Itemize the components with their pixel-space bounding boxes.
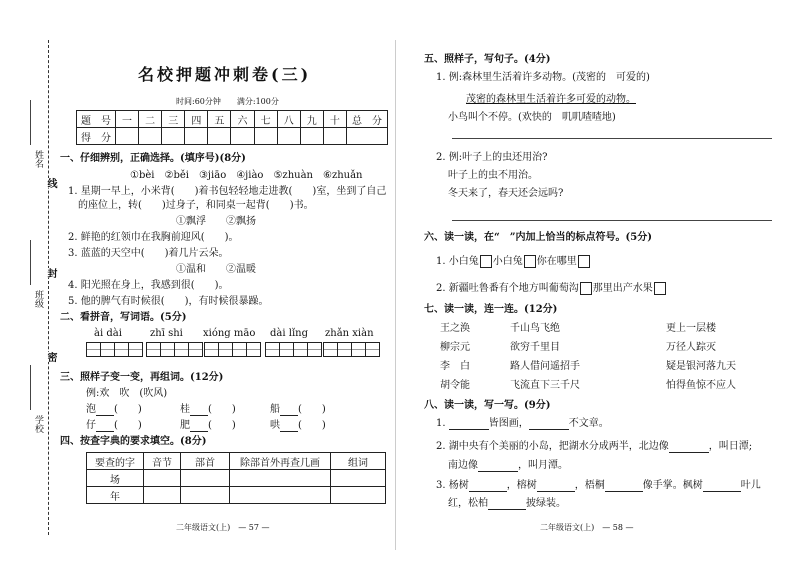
answer-blank[interactable]: [537, 481, 575, 492]
page-divider: [395, 40, 396, 550]
name-underline: [30, 100, 31, 145]
score-header: 七: [254, 111, 277, 128]
s3-char: 仔 ( ): [86, 420, 142, 431]
s5-example-2: 2. 例:叶子上的虫还用治?: [436, 152, 548, 163]
s6-q1: 1. 小白兔 小白兔 你在哪里: [436, 255, 591, 268]
s1-options: ①bèi ②běi ③jiāo ④jiào ⑤zhuàn ⑥zhuǎn: [130, 170, 363, 181]
punct-box[interactable]: [580, 282, 592, 295]
dict-cell[interactable]: [181, 487, 230, 504]
answer-blank[interactable]: [669, 442, 709, 453]
s8-q2a: 2. 湖中央有个美丽的小岛，把湖水分成两半，北边像 ，叫日潭;: [436, 441, 753, 452]
score-cell[interactable]: [231, 128, 254, 145]
score-header: 题 号: [77, 111, 116, 128]
dict-header: 组词: [331, 453, 386, 470]
s5-question-2: 冬天来了，春天还会远吗?: [448, 188, 564, 199]
score-header: 一: [116, 111, 139, 128]
pinyin-5: zhǎn xiàn: [325, 328, 374, 339]
writing-grid-4[interactable]: [265, 342, 321, 361]
answer-line[interactable]: [452, 220, 772, 221]
s8-q3b: 红，松柏 披绿装。: [448, 498, 566, 509]
s3-example: 例:欢 吹 (吹风): [86, 388, 168, 399]
score-table: [76, 110, 388, 145]
class-underline: [30, 240, 31, 285]
score-cell[interactable]: [116, 128, 139, 145]
answer-blank[interactable]: [449, 419, 489, 430]
s8-q2b: 南边像 ，叫月潭。: [448, 460, 568, 471]
s3-char: 泡 ( ): [86, 404, 142, 415]
punct-box[interactable]: [524, 255, 536, 268]
dict-cell[interactable]: [331, 470, 386, 487]
answer-blank[interactable]: [478, 461, 518, 472]
poem-line[interactable]: 路人借问遥招手: [510, 361, 580, 372]
s1-q2: 2. 鲜艳的红领巾在我胸前迎风( )。: [68, 232, 239, 243]
dict-cell[interactable]: [230, 487, 331, 504]
poem-line[interactable]: 万径人踪灭: [666, 342, 716, 353]
exam-subtitle: 时间:60分钟 满分:100分: [176, 97, 279, 106]
writing-grid-2[interactable]: [146, 342, 202, 361]
cut-mark-1: 线: [45, 178, 56, 188]
answer-blank[interactable]: [488, 499, 526, 510]
dict-cell[interactable]: [331, 487, 386, 504]
score-cell[interactable]: [208, 128, 231, 145]
score-header: 四: [185, 111, 208, 128]
name-label: 姓名: [33, 150, 43, 168]
dict-cell[interactable]: [144, 487, 181, 504]
answer-blank[interactable]: [280, 421, 298, 432]
s6-q2: 2. 新疆吐鲁番有个地方叫葡萄沟 那里出产水果: [436, 282, 667, 295]
dict-header: 要查的字: [87, 453, 144, 470]
dict-char: 年: [87, 487, 144, 504]
s3-char: 船 ( ): [270, 404, 326, 415]
answer-blank[interactable]: [280, 405, 298, 416]
section-4-heading: 四、按查字典的要求填空。(8分): [60, 436, 207, 447]
s1-q1a: 1. 星期一早上，小米背( )着书包轻轻地走进教( )室，坐到了自己: [68, 186, 387, 197]
s1-q1b: 的座位上，转( )过身子，和同桌一起背( )书。: [78, 200, 314, 211]
score-header: 八: [277, 111, 300, 128]
score-header: 总 分: [347, 111, 388, 128]
answer-blank[interactable]: [605, 481, 643, 492]
section-6-heading: 六、读一读，在“ ”内加上恰当的标点符号。(5分): [424, 232, 652, 243]
s3-char: 肥 ( ): [180, 420, 236, 431]
answer-blank[interactable]: [190, 405, 208, 416]
dict-cell[interactable]: [230, 470, 331, 487]
s1-q5: 5. 他的脾气有时候很( )，有时候很暴躁。: [68, 296, 269, 307]
score-header: 十: [323, 111, 346, 128]
s1-q1-options: ①飘浮 ②飘扬: [176, 216, 256, 227]
dict-header: 部首: [181, 453, 230, 470]
score-header: 三: [162, 111, 185, 128]
score-cell[interactable]: [139, 128, 162, 145]
poem-line[interactable]: 千山鸟飞绝: [510, 323, 560, 334]
dict-cell[interactable]: [181, 470, 230, 487]
s8-q3a: 3. 杨树 ，榕树 ，梧桐 像手掌。枫树 叶儿: [436, 480, 761, 491]
score-cell[interactable]: [185, 128, 208, 145]
score-cell[interactable]: [162, 128, 185, 145]
answer-blank[interactable]: [703, 481, 741, 492]
dict-header: 除部首外再查几画: [230, 453, 331, 470]
pinyin-4: dài lǐng: [270, 328, 308, 339]
dictionary-table: [86, 452, 386, 504]
poem-line[interactable]: 疑是银河落九天: [666, 361, 736, 372]
section-3-heading: 三、照样子变一变，再组词。(12分): [60, 372, 224, 383]
section-1-heading: 一、仔细辨别，正确选择。(填序号)(8分): [60, 153, 246, 164]
poet[interactable]: 王之涣: [440, 323, 470, 334]
poet[interactable]: 李 白: [440, 361, 470, 372]
answer-blank[interactable]: [96, 421, 114, 432]
s5-question-1: 小鸟叫个不停。(欢快的 叽叽喳喳地): [448, 112, 616, 123]
pinyin-2: zhī shi: [150, 328, 183, 339]
cut-mark-2: 封: [45, 268, 56, 278]
dict-char: 场: [87, 470, 144, 487]
score-row-label: 得 分: [77, 128, 116, 145]
pinyin-1: ài dài: [94, 328, 122, 339]
section-8-heading: 八、读一读，写一写。(9分): [424, 400, 551, 411]
writing-grid-1[interactable]: [86, 342, 142, 361]
poet[interactable]: 胡令能: [440, 380, 470, 391]
footer-left: 二年级语文(上) — 57 —: [176, 523, 270, 532]
poem-line[interactable]: 飞流直下三千尺: [510, 380, 580, 391]
poet[interactable]: 柳宗元: [440, 342, 470, 353]
score-header: 五: [208, 111, 231, 128]
section-7-heading: 七、读一读，连一连。(12分): [424, 304, 558, 315]
s5-example-2-answer: 叶子上的虫不用治。: [448, 170, 538, 181]
section-5-heading: 五、照样子，写句子。(4分): [424, 54, 551, 65]
score-cell[interactable]: [347, 128, 388, 145]
s3-char: 桂 ( ): [180, 404, 236, 415]
binding-line: [48, 40, 49, 535]
score-header: 二: [139, 111, 162, 128]
footer-right: 二年级语文(上) — 58 —: [540, 523, 634, 532]
answer-blank[interactable]: [469, 481, 507, 492]
dict-cell[interactable]: [144, 470, 181, 487]
school-label: 学校: [33, 415, 43, 433]
school-underline: [30, 365, 31, 410]
punct-box[interactable]: [654, 282, 666, 295]
writing-grid-5[interactable]: [323, 342, 379, 361]
poem-line[interactable]: 怕得鱼惊不应人: [666, 380, 736, 391]
score-cell[interactable]: [277, 128, 300, 145]
s5-example-1-answer: 茂密的森林里生活着许多可爱的动物。: [466, 94, 636, 105]
class-label: 班级: [33, 290, 43, 308]
section-2-heading: 二、看拼音，写词语。(5分): [60, 312, 187, 323]
pinyin-3: xióng māo: [203, 328, 256, 339]
s8-q1: 1. 皆图画， 不文章。: [436, 418, 609, 429]
s1-q3: 3. 蓝蓝的天空中( )着几片云朵。: [68, 248, 229, 259]
s1-q3-options: ①温和 ②温暖: [176, 264, 256, 275]
score-cell[interactable]: [254, 128, 277, 145]
score-header: 九: [300, 111, 323, 128]
score-header: 六: [231, 111, 254, 128]
s3-char: 哄 ( ): [270, 420, 326, 431]
answer-blank[interactable]: [96, 405, 114, 416]
punct-box[interactable]: [480, 255, 492, 268]
poem-line[interactable]: 欲穷千里目: [510, 342, 560, 353]
answer-blank[interactable]: [529, 419, 569, 430]
page-title: 名校押题冲刺卷(三): [138, 65, 312, 84]
cut-mark-3: 密: [45, 352, 56, 362]
dict-header: 音节: [144, 453, 181, 470]
score-cell[interactable]: [323, 128, 346, 145]
answer-line[interactable]: [452, 138, 772, 139]
s1-q4: 4. 阳光照在身上，我感到很( )。: [68, 280, 229, 291]
score-cell[interactable]: [300, 128, 323, 145]
punct-box[interactable]: [578, 255, 590, 268]
answer-blank[interactable]: [190, 421, 208, 432]
poem-line[interactable]: 更上一层楼: [666, 323, 716, 334]
writing-grid-3[interactable]: [204, 342, 260, 361]
s5-example-1: 1. 例:森林里生活着许多动物。(茂密的 可爱的): [436, 72, 650, 83]
